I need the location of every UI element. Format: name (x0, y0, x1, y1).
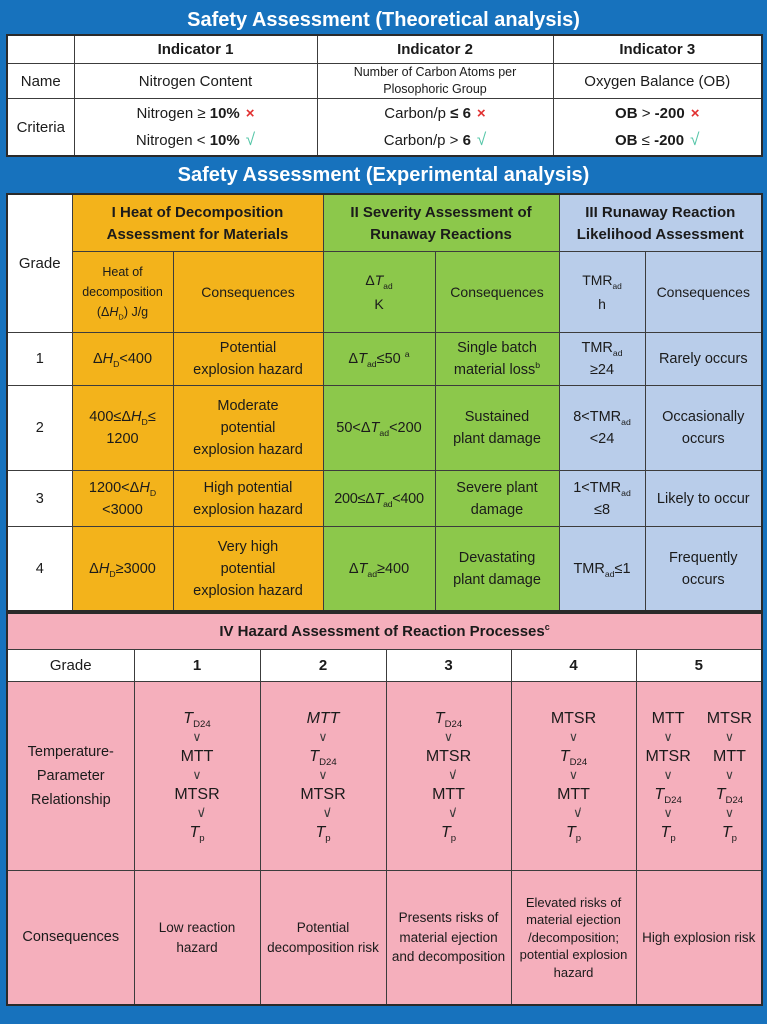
grade-value: 4 (7, 527, 72, 612)
greater-equal-icon: ∨/ (448, 768, 452, 783)
relationship-grade-4: MTSR ∨ $T_{D24}$ ∨ MTT ∨/ $T_p$ (511, 682, 636, 871)
indicator-1-header: Indicator 1 (74, 35, 317, 64)
group-header-row (7, 194, 762, 252)
relationship-grade-5: MTT ∨ MTSR ∨ $T_{D24}$ ∨ $T_p$ MTSR ∨ MTT ∨ $T_{D24}$ ∨ $T_p$ (636, 682, 762, 871)
group-2-header: II Severity Assessment of Runaway Reactions (323, 194, 559, 252)
consequence-grade-1: Low reaction hazard (134, 871, 260, 1006)
heat-consequence: Very high potential explosion hazard (173, 527, 323, 612)
group-3-header: III Runaway Reaction Likelihood Assessment (559, 194, 762, 252)
greater-than-icon: ∨ (724, 768, 735, 783)
hazard-title: IV Hazard Assessment of Reaction Processes$^c$ (7, 613, 762, 650)
consequence-grade-5: High explosion risk (636, 871, 762, 1006)
criteria-text: Carbon/p ≤ 6 (384, 104, 471, 122)
severity-consequence: Single batch material loss$^b$ (435, 333, 559, 386)
heat-value: $\Delta H_D<400$ (72, 333, 173, 386)
hazard-consequences-label: Consequences (7, 871, 134, 1006)
corner-cell (7, 35, 74, 64)
criteria-text: OB ≤ -200 (615, 131, 685, 149)
group-1-header: I Heat of Decomposition Assessment for Materials (72, 194, 323, 252)
relationship-row (7, 682, 762, 871)
consequence-grade-3: Presents risks of material ejection and decomposition (386, 871, 511, 1006)
severity-consequence: Devastating plant damage (435, 527, 559, 612)
greater-than-icon: ∨ (443, 730, 454, 745)
x-mark-icon: × (690, 104, 700, 122)
severity-consequences-header: Consequences (435, 252, 559, 333)
likelihood-consequence: Frequently occurs (645, 527, 762, 612)
criteria-row (7, 99, 762, 157)
likelihood-consequence: Likely to occur (645, 471, 762, 527)
hazard-grade-row (7, 650, 762, 682)
tmr-value: $1<TMR_{ad}$ ≤8 (559, 471, 645, 527)
delta-t-value: $200\le\Delta T_{ad}<400$ (323, 471, 435, 527)
criteria-text: Carbon/p > 6 (383, 131, 471, 149)
hazard-consequences-row (7, 871, 762, 1006)
hazard-grade-2: 2 (260, 650, 386, 682)
relationship-grade-3: $T_{D24}$ ∨ MTSR ∨/ MTT ∨/ $T_p$ (386, 682, 511, 871)
delta-t-value: $\Delta T_{ad}\ge 400$ (323, 527, 435, 612)
indicator-3-name: Oxygen Balance (OB) (553, 64, 762, 99)
grade-column-header: Grade (7, 194, 72, 333)
greater-equal-icon: ∨/ (573, 805, 577, 820)
criteria-text: OB > -200 (615, 104, 685, 122)
subheader-row (7, 252, 762, 333)
greater-than-icon: ∨ (318, 730, 328, 745)
greater-than-icon: ∨ (663, 730, 673, 745)
criteria-text: Nitrogen < 10% (135, 131, 240, 149)
greater-than-icon: ∨ (568, 768, 579, 783)
x-mark-icon: × (476, 104, 486, 122)
heat-consequence: High potential explosion hazard (173, 471, 323, 527)
tmr-value: $8<TMR_{ad}$ <24 (559, 386, 645, 471)
hazard-title-row (7, 613, 762, 650)
heat-value: $\Delta H_D\ge 3000$ (72, 527, 173, 612)
greater-equal-icon: ∨/ (322, 805, 326, 820)
heat-consequence: Moderate potential explosion hazard (173, 386, 323, 471)
heat-value: $1200<\Delta H_D$ <3000 (72, 471, 173, 527)
delta-t-value: $\Delta T_{ad}\le 50$ $^a$ (323, 333, 435, 386)
greater-equal-icon: ∨/ (196, 805, 200, 820)
tmr-value: $TMR_{ad}$ ≥24 (559, 333, 645, 386)
grade-value: 1 (7, 333, 72, 386)
indicator-1-name: Nitrogen Content (74, 64, 317, 99)
grade-value: 2 (7, 386, 72, 471)
check-mark-icon: √ (245, 129, 256, 149)
consequence-grade-4: Elevated risks of material ejection /decomposition; potential explosion hazard (511, 871, 636, 1006)
criteria-text: Nitrogen ≥ 10% (136, 104, 240, 122)
relationship-grade-2: MTT ∨ $T_{D24}$ ∨ MTSR ∨/ $T_p$ (260, 682, 386, 871)
severity-consequence: Severe plant damage (435, 471, 559, 527)
greater-equal-icon: ∨/ (448, 805, 452, 820)
greater-than-icon: ∨ (663, 768, 673, 783)
tmr-value: $TMR_{ad}\le 1$ (559, 527, 645, 612)
hazard-grade-label: Grade (7, 650, 134, 682)
heat-of-decomposition-header: Heat of decomposition $(\Delta H_D)$ J/g (72, 252, 173, 333)
experimental-title (6, 157, 761, 193)
theoretical-title (6, 6, 761, 34)
heat-value: $400\le\Delta H_D\le$ 1200 (72, 386, 173, 471)
indicator-2-header: Indicator 2 (317, 35, 553, 64)
experimental-title-text: Safety Assessment (Experimental analysis) (177, 163, 590, 186)
greater-than-icon: ∨ (192, 730, 202, 745)
check-mark-icon: √ (690, 129, 700, 149)
severity-consequence: Sustained plant damage (435, 386, 559, 471)
indicator-1-criteria (74, 99, 317, 157)
name-row-label: Name (7, 64, 74, 99)
heat-consequences-header: Consequences (173, 252, 323, 333)
relationship-grade-1: $T_{D24}$ ∨ MTT ∨ MTSR ∨/ $T_p$ (134, 682, 260, 871)
delta-t-value: $50<\Delta T_{ad}<200$ (323, 386, 435, 471)
criteria-row-label: Criteria (7, 99, 74, 157)
grade-3-row (7, 471, 762, 527)
experimental-table (6, 193, 763, 612)
greater-than-icon: ∨ (724, 805, 735, 820)
theoretical-header-row (7, 35, 762, 64)
grade-4-row (7, 527, 762, 612)
heat-consequence: Potential explosion hazard (173, 333, 323, 386)
theoretical-title-text: Safety Assessment (Theoretical analysis) (187, 8, 580, 31)
delta-t-header: $\Delta T_{ad}$ K (323, 252, 435, 333)
likelihood-consequence: Occasionally occurs (645, 386, 762, 471)
greater-than-icon: ∨ (192, 768, 202, 783)
relationship-label: Temperature- Parameter Relationship (7, 682, 134, 871)
consequence-grade-2: Potential decomposition risk (260, 871, 386, 1006)
indicator-3-criteria (553, 99, 762, 157)
greater-than-icon: ∨ (724, 730, 735, 745)
greater-than-icon: ∨ (663, 805, 673, 820)
indicator-2-name: Number of Carbon Atoms per Plosophoric Group (317, 64, 553, 99)
hazard-grade-4: 4 (511, 650, 636, 682)
hazard-grade-1: 1 (134, 650, 260, 682)
grade-2-row (7, 386, 762, 471)
hazard-grade-3: 3 (386, 650, 511, 682)
likelihood-consequence: Rarely occurs (645, 333, 762, 386)
grade-1-row (7, 333, 762, 386)
indicator-2-criteria (317, 99, 553, 157)
name-row (7, 64, 762, 99)
likelihood-consequences-header: Consequences (645, 252, 762, 333)
greater-than-icon: ∨ (568, 730, 579, 745)
greater-than-icon: ∨ (318, 768, 328, 783)
hazard-grade-5: 5 (636, 650, 762, 682)
indicator-3-header: Indicator 3 (553, 35, 762, 64)
tmr-header: $TMR_{ad}$ h (559, 252, 645, 333)
check-mark-icon: √ (476, 129, 487, 149)
grade-value: 3 (7, 471, 72, 527)
hazard-table (6, 612, 763, 1006)
x-mark-icon: × (245, 104, 255, 122)
theoretical-table (6, 34, 763, 157)
